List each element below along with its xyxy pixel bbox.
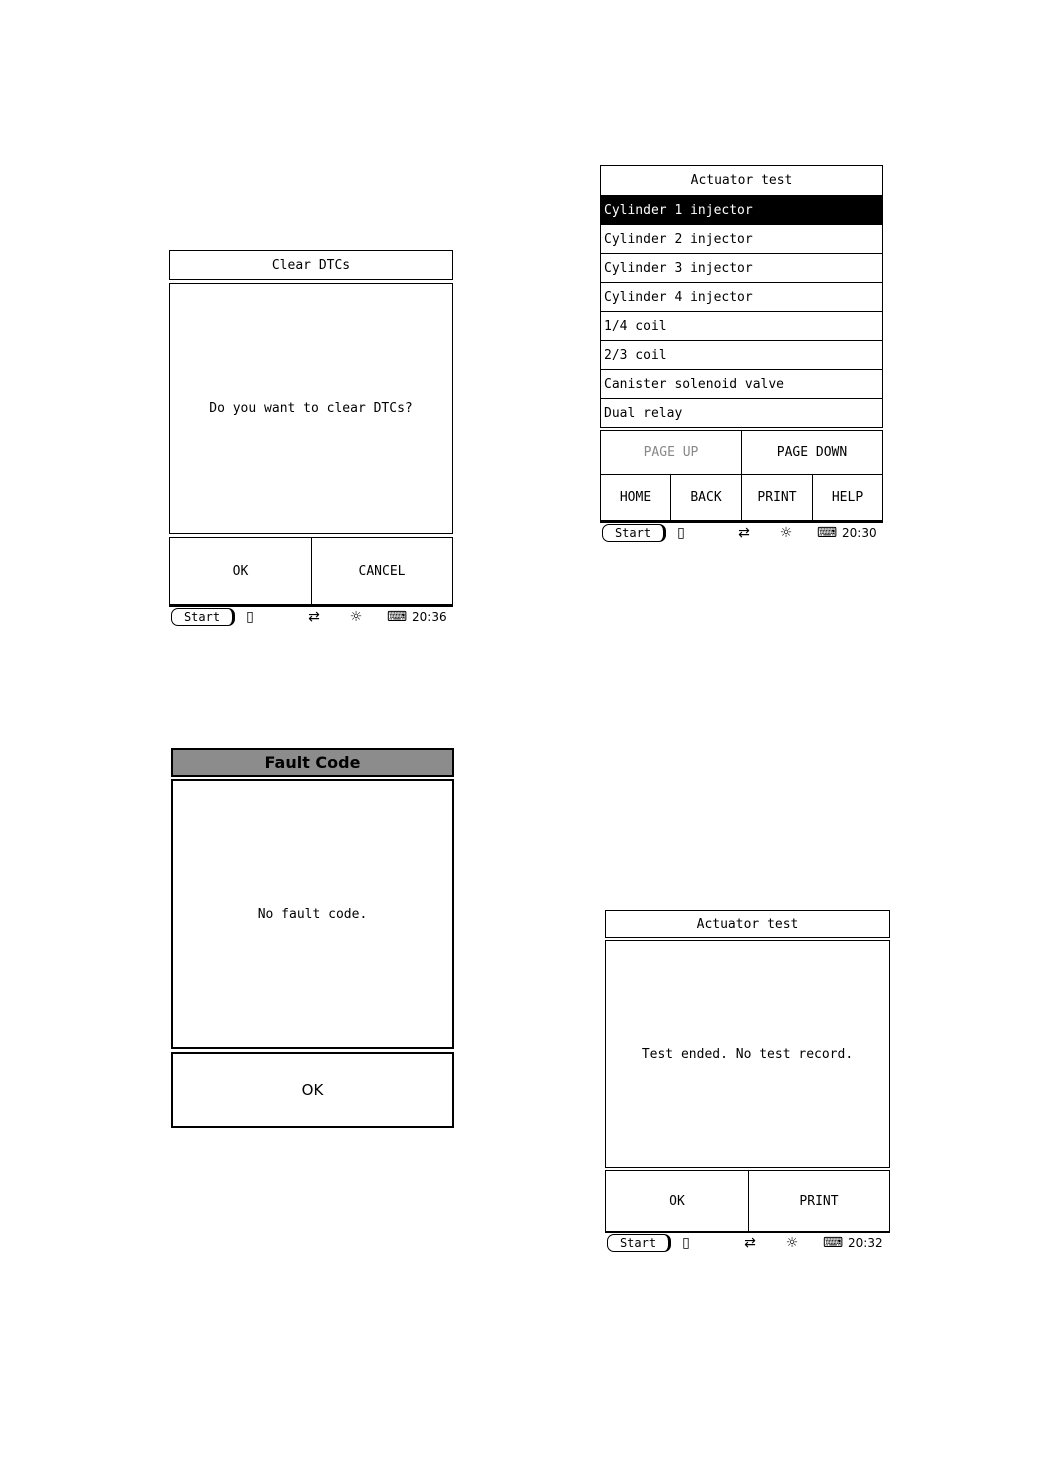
start-button[interactable]: Start [607, 1234, 671, 1252]
brightness-icon[interactable]: ☼ [785, 1235, 799, 1251]
clock: 20:36 [412, 610, 447, 624]
brightness-icon[interactable]: ☼ [349, 609, 363, 625]
list-item[interactable]: Cylinder 3 injector [601, 254, 882, 283]
list-item[interactable]: Cylinder 4 injector [601, 283, 882, 312]
back-button[interactable]: BACK [670, 474, 742, 521]
keyboard-icon[interactable]: ⌨ [386, 609, 408, 625]
keyboard-icon[interactable]: ⌨ [816, 525, 838, 541]
clock: 20:32 [848, 1236, 883, 1250]
print-button[interactable]: PRINT [748, 1170, 890, 1232]
task-switch-icon[interactable]: ▯ [246, 609, 254, 625]
connection-icon[interactable]: ⇄ [744, 1235, 756, 1251]
taskbar [169, 605, 453, 627]
start-button[interactable]: Start [171, 608, 235, 626]
fault-code-screen [171, 748, 454, 1129]
page-down-button[interactable]: PAGE DOWN [741, 430, 883, 475]
list-item[interactable]: Cylinder 2 injector [601, 225, 882, 254]
dialog-title: Fault Code [171, 748, 454, 777]
dialog-title: Actuator test [601, 166, 882, 196]
list-item[interactable]: Canister solenoid valve [601, 370, 882, 399]
print-button[interactable]: PRINT [741, 474, 813, 521]
home-button[interactable]: HOME [600, 474, 671, 521]
actuator-result-screen [605, 910, 890, 1253]
actuator-list-screen [600, 165, 883, 543]
cancel-button[interactable]: CANCEL [311, 537, 453, 605]
list-item[interactable]: Cylinder 1 injector [601, 196, 882, 225]
brightness-icon[interactable]: ☼ [779, 525, 793, 541]
page-up-button[interactable]: PAGE UP [600, 430, 742, 475]
actuator-list-panel [600, 165, 883, 428]
dialog-title: Actuator test [605, 910, 890, 938]
task-switch-icon[interactable]: ▯ [682, 1235, 690, 1251]
list-item[interactable]: 2/3 coil [601, 341, 882, 370]
connection-icon[interactable]: ⇄ [308, 609, 320, 625]
keyboard-icon[interactable]: ⌨ [822, 1235, 844, 1251]
taskbar [600, 521, 883, 543]
dialog-message: Test ended. No test record. [605, 940, 890, 1168]
start-button[interactable]: Start [602, 524, 666, 542]
ok-button[interactable]: OK [605, 1170, 749, 1232]
ok-button[interactable]: OK [169, 537, 312, 605]
ok-button[interactable]: OK [171, 1052, 454, 1128]
clear-dtcs-screen [169, 250, 453, 628]
list-item[interactable]: 1/4 coil [601, 312, 882, 341]
dialog-title: Clear DTCs [169, 250, 453, 280]
connection-icon[interactable]: ⇄ [738, 525, 750, 541]
dialog-message: No fault code. [171, 779, 454, 1049]
list-item[interactable]: Dual relay [604, 406, 683, 421]
taskbar [605, 1231, 890, 1253]
task-switch-icon[interactable]: ▯ [677, 525, 685, 541]
help-button[interactable]: HELP [812, 474, 883, 521]
clock: 20:30 [842, 526, 877, 540]
dialog-message: Do you want to clear DTCs? [169, 283, 453, 534]
